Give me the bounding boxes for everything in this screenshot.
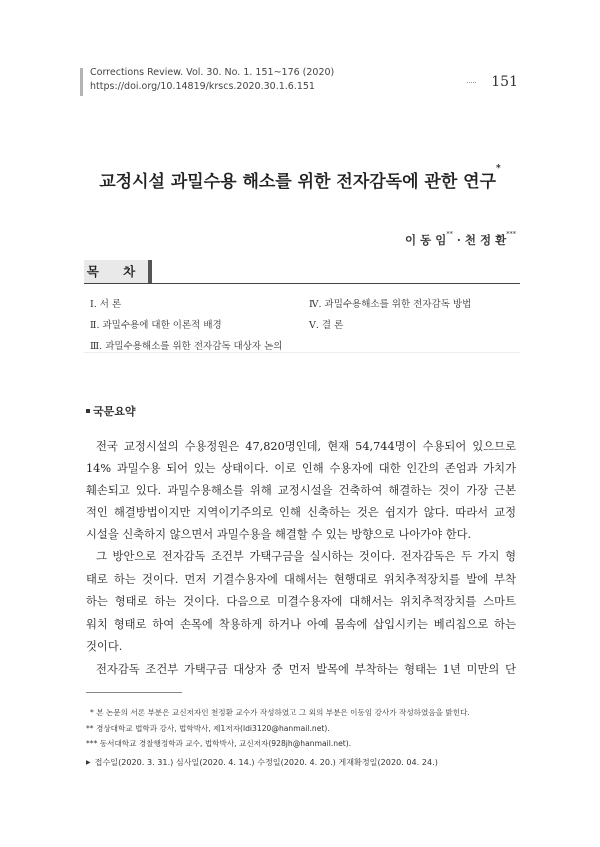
abstract-line: 그 방안으로 전자감독 조건부 가택구금을 실시하는 것이다. 전자감독은 두 가지 형 — [96, 550, 516, 563]
author-2: 천 정 환 — [464, 233, 507, 247]
page-marker-decoration — [467, 82, 476, 85]
toc-item-4: Ⅳ. 과밀수용해소를 위한 전자감독 방법 — [309, 299, 472, 310]
abstract-line: 워치 형태로 하여 손목에 착용하게 하거나 아예 몸속에 삽입시키는 베리칩으로 하는 — [86, 618, 516, 631]
title-footnote-mark: * — [496, 164, 501, 174]
page-number: 151 — [491, 74, 518, 90]
submission-dates — [86, 757, 438, 768]
footnote-3: *** 동서대학교 경찰행정학과 교수, 법학박사, 교신저자(928jh@hanmail.net). — [86, 739, 352, 748]
footnote-1: * 본 논문의 서론 부분은 교신저자인 천정환 교수가 작성하였고 그 외의 부분은 이동임 강사가 작성하였음을 밝힌다. — [90, 708, 470, 717]
abstract-line: 전국 교정시설의 수용정원은 47,820명인데, 현재 54,744명이 수용되어 있으므로 — [96, 440, 516, 453]
author-2-mark: *** — [506, 230, 516, 238]
header-accent-bar — [80, 68, 83, 96]
journal-citation — [90, 66, 334, 94]
toc-item-1: Ⅰ. 서 론 — [90, 299, 122, 310]
paper-title — [0, 164, 600, 192]
triangle-bullet-icon: ▶ — [86, 759, 91, 766]
abstract-line: 태로 하는 것이다. 먼저 기결수용자에 대해서는 현행대로 위치추적장치를 발에 부착 — [86, 573, 516, 586]
doi-link[interactable]: https://doi.org/10.14819/krscs.2020.30.1.6.151 — [90, 81, 315, 92]
abstract-line: 시설을 신축하지 않으면서 과밀수용을 해결할 수 있는 방향으로 나아가야 한다. — [86, 528, 472, 541]
abstract-line: 하는 형태로 하는 것이다. 다음으로 미결수용자에 대해서는 위치추적장치를 스마트 — [86, 595, 516, 608]
journal-line: Corrections Review. Vol. 30. No. 1. 151~176 (2020) — [90, 67, 335, 78]
author-1: 이 동 임 — [405, 233, 447, 247]
footnote-divider — [86, 692, 182, 693]
abstract-heading — [86, 403, 136, 419]
square-bullet-icon — [86, 409, 90, 413]
paper-title-text: 교정시설 과밀수용 해소를 위한 전자감독에 관한 연구 — [99, 172, 497, 192]
author-separator: · — [452, 233, 465, 247]
abstract-line: 것이다. — [86, 640, 123, 653]
footnote-2: ** 경상대학교 법학과 강사, 법학박사, 제1저자(ldi3120@hanmail.net). — [86, 724, 330, 733]
abstract-line: 훼손되고 있다. 과밀수용해소를 위해 교정시설을 건축하여 해결하는 것이 가장 근본 — [86, 484, 516, 497]
author-1-mark: ** — [446, 230, 453, 238]
toc-item-2: Ⅱ. 과밀수용에 대한 이론적 배경 — [90, 320, 222, 331]
abstract-line: 14% 과밀수용 되어 있는 상태이다. 이로 인해 수용자에 대한 인간의 존엄과 가치가 — [86, 462, 516, 475]
abstract-line: 전자감독 조건부 가택구금 대상자 중 먼저 발목에 부착하는 형태는 1년 미만의 단 — [96, 663, 516, 676]
abstract-line: 적인 해결방법이지만 지역이기주의로 인해 신축하는 것은 쉽지가 않다. 따라서 교정 — [86, 506, 516, 519]
toc-item-5: Ⅴ. 결 론 — [309, 320, 344, 331]
abstract-heading-text: 국문요약 — [93, 405, 136, 418]
toc-heading: 목 차 — [84, 260, 152, 283]
toc-item-3: Ⅲ. 과밀수용해소를 위한 전자감독 대상자 논의 — [90, 341, 283, 352]
submission-dates-text: 접수일(2020. 3. 31.) 심사일(2020. 4. 14.) 수정일(2020. 4. 20.) 게재확정일(2020. 04. 24.) — [94, 757, 438, 767]
author-line — [405, 232, 516, 248]
table-of-contents — [84, 283, 520, 353]
